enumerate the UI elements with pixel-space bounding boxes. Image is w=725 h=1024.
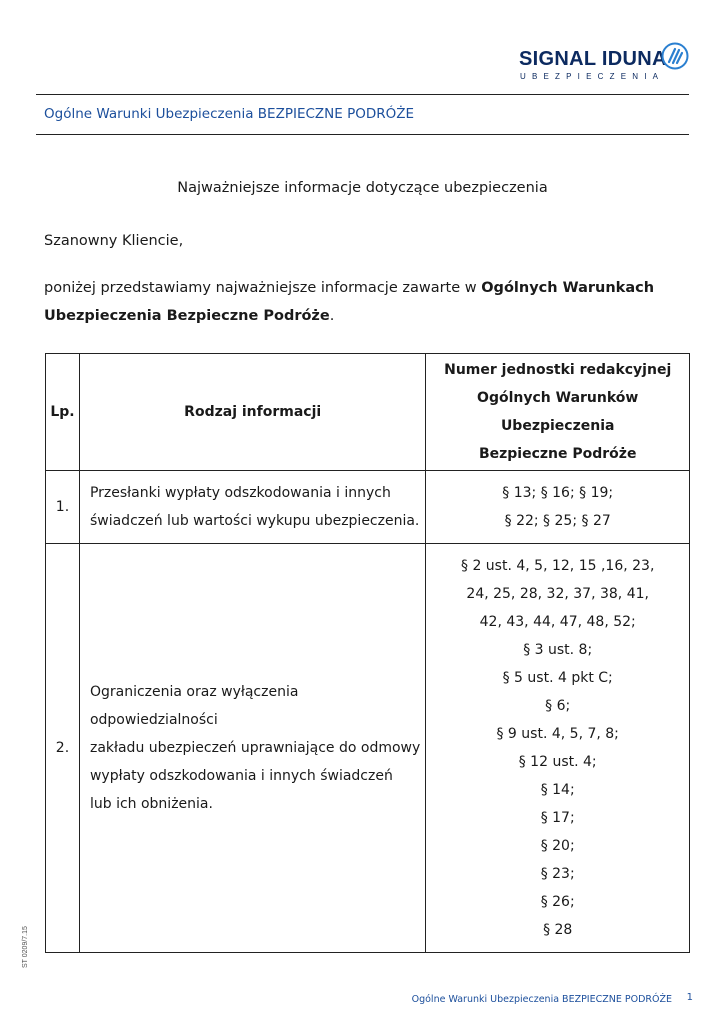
reference-line: § 2 ust. 4, 5, 12, 15 ,16, 23, [461,558,655,574]
rodzaj-line: wypłaty odszkodowania i innych świadczeń [89,768,393,784]
row-references [426,544,690,953]
reference-line: § 5 ust. 4 pkt C; [502,670,613,686]
reference-line: § 9 ust. 4, 5, 7, 8; [496,726,619,742]
reference-line: § 22; § 25; § 27 [504,513,611,529]
header-numer-line: Ubezpieczenia [500,418,615,434]
document-title: Ogólne Warunki Ubezpieczenia BEZPIECZNE PODRÓŻE [44,106,415,122]
reference-line: § 3 ust. 8; [523,642,593,658]
reference-line: § 12 ust. 4; [518,754,597,770]
rodzaj-line: Ograniczenia oraz wyłączenia odpowiedzialności [89,684,299,728]
reference-line: 24, 25, 28, 32, 37, 38, 41, [466,586,649,602]
header-numer-line: Ogólnych Warunków [477,390,639,406]
header-lp: Lp. [46,354,80,471]
header-rodzaj: Rodzaj informacji [79,354,425,471]
page-number: 1 [686,992,693,1003]
reference-line: § 17; [540,810,575,826]
table-header-row [46,354,690,471]
greeting: Szanowny Kliencie, [44,233,184,249]
reference-line: § 28 [543,922,573,938]
header-numer [426,354,690,471]
rodzaj-line: zakładu ubezpieczeń uprawniające do odmowy [89,740,421,756]
reference-line: § 13; § 16; § 19; [502,485,614,501]
row-references [426,471,690,544]
page-heading: Najważniejsze informacje dotyczące ubezpieczenia [177,180,548,196]
reference-line: § 14; [540,782,575,798]
intro-end: . [329,308,335,324]
logo-name: SIGNAL IDUNA [519,48,667,70]
header-rule-bottom [36,134,689,135]
row-lp: 1. [46,471,80,544]
intro-paragraph [44,274,704,330]
intro-text: poniżej przedstawiamy najważniejsze informacje zawarte w [44,280,482,296]
rodzaj-line: lub ich obniżenia. [89,796,213,812]
rodzaj-line: Przesłanki wypłaty odszkodowania i innych [89,485,391,501]
header-rule-top [36,94,689,95]
reference-line: § 23; [540,866,575,882]
rodzaj-line: świadczeń lub wartości wykupu ubezpieczenia. [89,513,420,529]
footer-title: Ogólne Warunki Ubezpieczenia BEZPIECZNE PODRÓŻE [411,994,672,1005]
row-rodzaj [79,471,425,544]
logo-mark-icon [661,42,689,70]
table-row [46,471,690,544]
reference-line: 42, 43, 44, 47, 48, 52; [479,614,636,630]
header-numer-line: Bezpieczne Podróże [478,446,637,462]
intro-bold: Ogólnych Warunkach Ubezpieczenia Bezpieczne Podróże [44,280,655,324]
reference-line: § 26; [540,894,575,910]
row-lp: 2. [46,544,80,953]
logo-subtitle: UBEZPIECZENIA [520,72,665,81]
side-document-code: ST 0209/7.15 [22,926,29,968]
signal-iduna-logo [519,40,689,82]
info-table [45,353,690,953]
reference-line: § 6; [545,698,571,714]
table-row [46,544,690,953]
row-rodzaj [79,544,425,953]
header-numer-line: Numer jednostki redakcyjnej [444,362,672,378]
reference-line: § 20; [540,838,575,854]
